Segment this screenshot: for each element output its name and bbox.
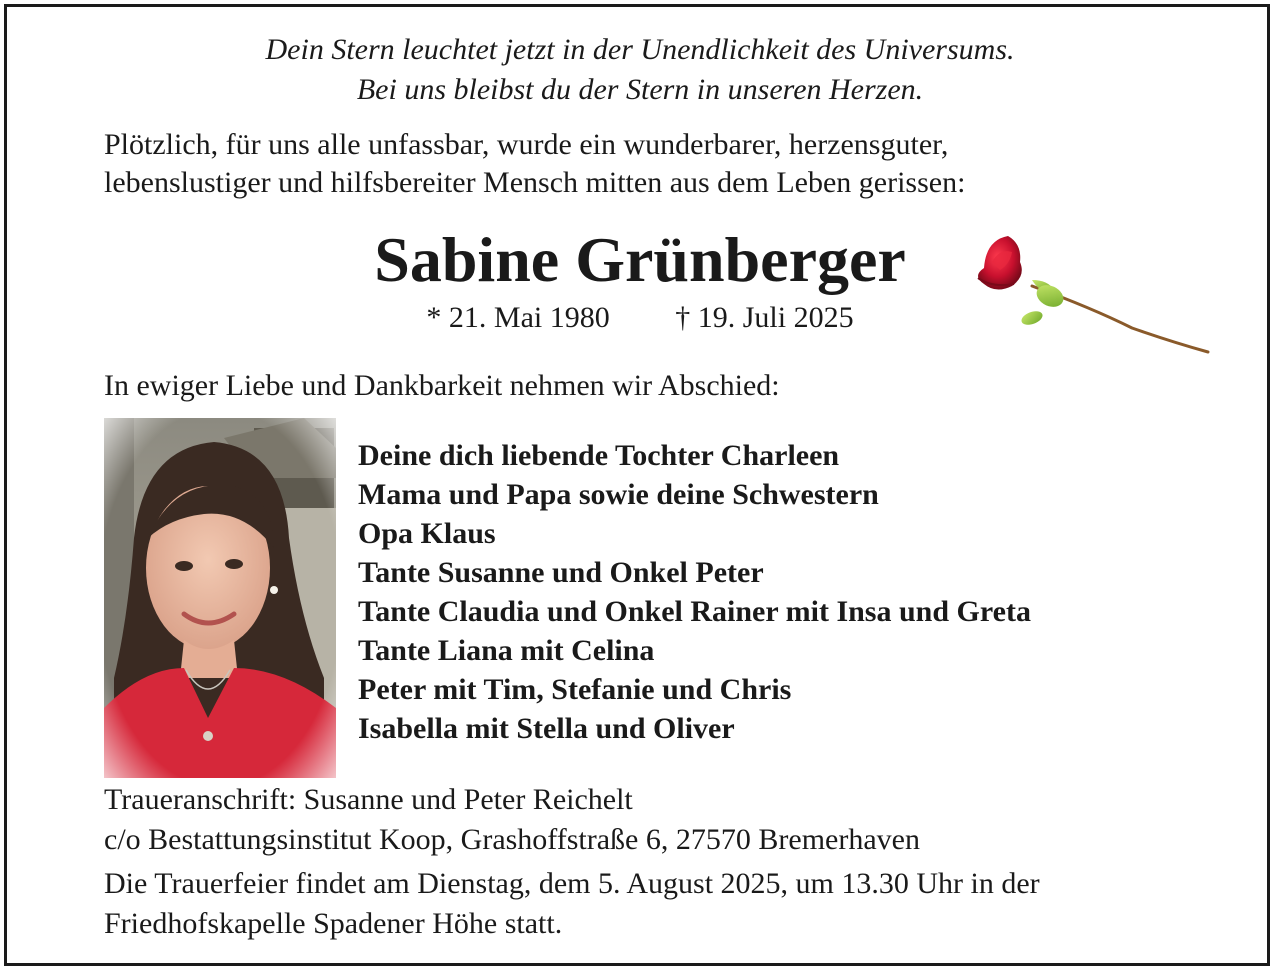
funeral-service-info	[104, 864, 1040, 944]
mourner-line: Tante Susanne und Onkel Peter	[358, 556, 764, 589]
mourner-line: Peter mit Tim, Stefanie und Chris	[358, 673, 792, 706]
mourner-line: Opa Klaus	[358, 517, 496, 550]
intro-text	[104, 126, 965, 202]
death-date: † 19. Juli 2025	[675, 301, 854, 334]
service-line-1: Die Trauerfeier findet am Dienstag, dem 5. August 2025, um 13.30 Uhr in der	[104, 867, 1040, 900]
address-line-1: Traueranschrift: Susanne und Peter Reichelt	[104, 783, 633, 816]
mourner-line: Deine dich liebende Tochter Charleen	[358, 439, 840, 472]
portrait-photo	[104, 418, 336, 778]
mourner-line: Tante Claudia und Onkel Rainer mit Insa und Greta	[358, 595, 1031, 628]
motto-line-1: Dein Stern leuchtet jetzt in der Unendlichkeit des Universums.	[265, 33, 1015, 66]
mourners-list	[358, 436, 1031, 748]
birth-date: * 21. Mai 1980	[426, 301, 610, 334]
intro-line-1: Plötzlich, für uns alle unfassbar, wurde ein wunderbarer, herzensguter,	[104, 128, 949, 161]
farewell-text: In ewiger Liebe und Dankbarkeit nehmen wir Abschied:	[104, 369, 780, 402]
service-line-2: Friedhofskapelle Spadener Höhe statt.	[104, 907, 563, 940]
mourner-line: Tante Liana mit Celina	[358, 634, 655, 667]
mourner-line: Isabella mit Stella und Oliver	[358, 712, 735, 745]
mourner-line: Mama und Papa sowie deine Schwestern	[358, 478, 879, 511]
intro-line-2: lebenslustiger und hilfsbereiter Mensch mitten aus dem Leben gerissen:	[104, 166, 966, 199]
memorial-motto	[0, 30, 1280, 110]
mourning-address	[104, 780, 920, 860]
address-line-2: c/o Bestattungsinstitut Koop, Grashoffstraße 6, 27570 Bremerhaven	[104, 823, 920, 856]
motto-line-2: Bei uns bleibst du der Stern in unseren Herzen.	[356, 73, 924, 106]
rose-icon	[962, 218, 1218, 418]
deceased-name: Sabine Grünberger	[374, 224, 906, 295]
